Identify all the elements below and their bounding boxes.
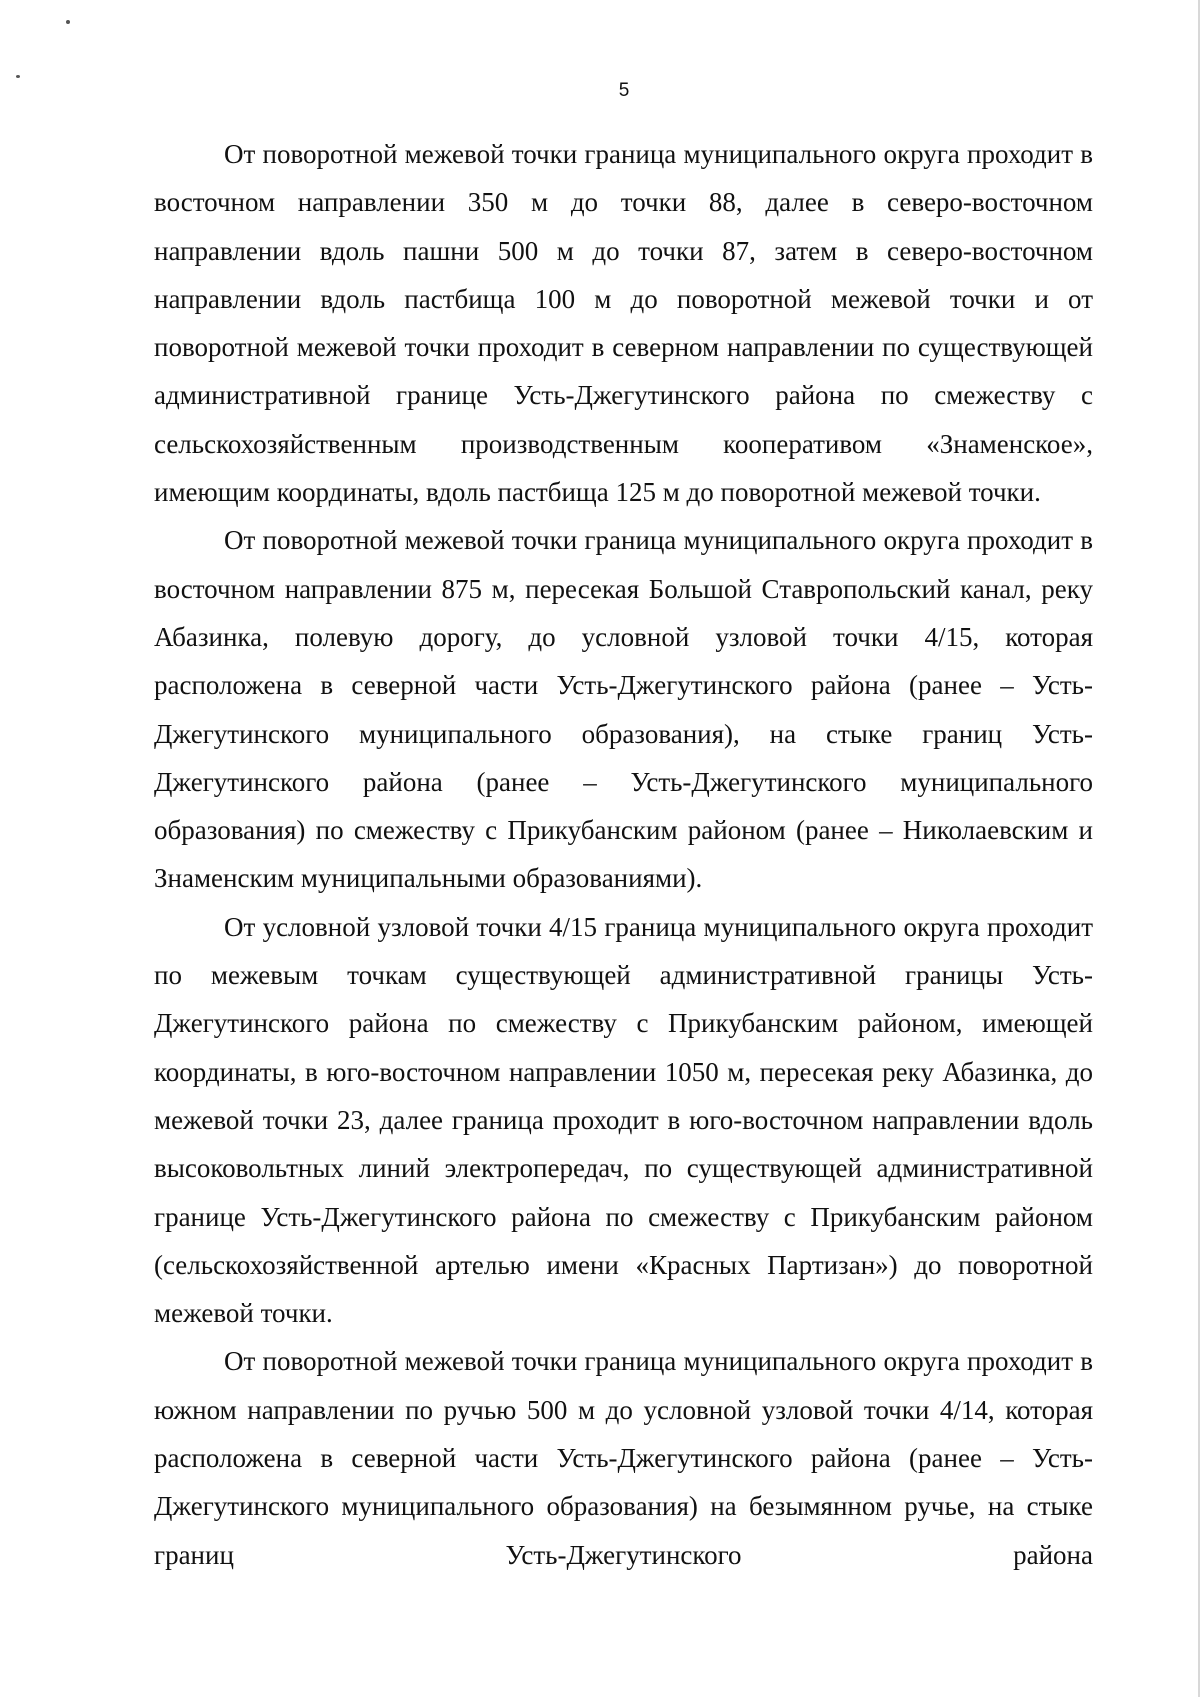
paragraph-2: От поворотной межевой точки граница муниципального округа проходит в восточном направлении 875 м, пересекая Большой Ставропольский канал, реку Абазинка, полевую дорогу, до условной узловой точки 4/15, которая расположена в северной части Усть-Джегутинского района (ранее – Усть-Джегутинского муниципального образования), на стыке границ Усть-Джегутинского района (ранее – Усть-Джегутинского муниципального образования) по смежеству с Прикубанским районом (ранее – Николаевским и Знаменским муниципальными образованиями). [154, 525, 1093, 894]
paragraph-1: От поворотной межевой точки граница муниципального округа проходит в восточном направлении 350 м до точки 88, далее в северо-восточном направлении вдоль пашни 500 м до точки 87, затем в северо-восточном направлении вдоль пастбища 100 м до поворотной межевой точки и от поворотной межевой точки проходит в северном направлении по существующей административной границе Усть-Джегутинского района по смежеству с сельскохозяйственным производственным кооперативом «Знаменское», имеющим координаты, вдоль пастбища 125 м до поворотной межевой точки. [154, 139, 1093, 508]
scan-speck [16, 75, 20, 78]
document-body [154, 130, 1093, 1579]
paragraph-3: От условной узловой точки 4/15 граница муниципального округа проходит по межевым точкам существующей административной границы Усть-Джегутинского района по смежеству с Прикубанским районом, имеющей координаты, в юго-восточном направлении 1050 м, пересекая реку Абазинка, до межевой точки 23, далее граница проходит в юго-восточном направлении вдоль высоковольтных линий электропередач, по существующей административной границе Усть-Джегутинского района по смежеству с Прикубанским районом (сельскохозяйственной артелью имени «Красных Партизан») до поворотной межевой точки. [154, 911, 1093, 1329]
paragraph-4: От поворотной межевой точки граница муниципального округа проходит в южном направлении по ручью 500 м до условной узловой точки 4/14, которая расположена в северной части Усть-Джегутинского района (ранее – Усть-Джегутинского муниципального образования) на безымянном ручье, на стыке границ Усть-Джегутинского района [154, 1346, 1093, 1570]
page-number: 5 [618, 80, 630, 101]
scan-speck [66, 20, 70, 24]
